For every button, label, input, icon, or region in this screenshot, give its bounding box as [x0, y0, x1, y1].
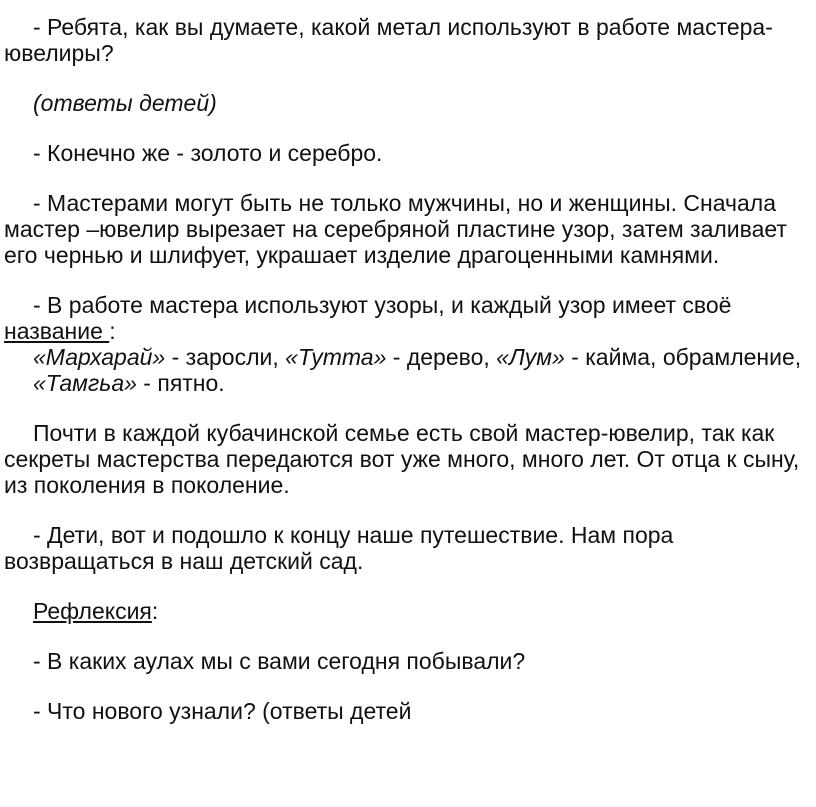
patterns-colon: : — [109, 318, 116, 344]
patterns-name-word: название — [4, 318, 110, 344]
question-villages: - В каких аулах мы с вами сегодня побывали? — [33, 648, 526, 674]
pattern-meaning-tutta: - дерево, — [386, 344, 497, 370]
paragraph-end-journey: - Дети, вот и подошло к концу наше путешествие. Нам пора возвращаться в наш детский сад. — [4, 522, 674, 574]
paragraph-children-answers: (ответы детей) — [33, 90, 217, 116]
question-new-knowledge: - Что нового узнали? (ответы детей — [33, 698, 412, 724]
paragraph-question-metal: - Ребята, как вы думаете, какой метал используют в работе мастера-ювелиры? — [4, 14, 773, 66]
patterns-list-line — [4, 344, 812, 370]
pattern-name-lum: «Лум» — [496, 344, 565, 370]
paragraph-family-jeweler: Почти в каждой кубачинской семье есть свой мастер-ювелир, так как секреты мастерства передаются вот уже много, много лет. От отца к сыну, из поколения в поколение. — [4, 420, 800, 498]
paragraph-gold-silver: - Конечно же - золото и серебро. — [33, 140, 383, 166]
pattern-name-markharai: «Мархарай» — [33, 344, 166, 370]
patterns-intro-text: - В работе мастера используют узоры, и каждый узор имеет своё — [33, 292, 732, 318]
paragraph-patterns — [4, 292, 812, 344]
pattern-meaning-tamga: - пятно. — [136, 370, 225, 396]
reflection-heading — [4, 598, 812, 624]
pattern-tamga-line — [4, 370, 812, 396]
pattern-name-tutta: «Тутта» — [285, 344, 387, 370]
pattern-name-tamga: «Тамгьа» — [33, 370, 137, 396]
pattern-meaning-markharai: - заросли, — [165, 344, 286, 370]
reflection-colon: : — [151, 598, 159, 624]
reflection-label: Рефлексия — [33, 598, 152, 624]
pattern-meaning-lum: - кайма, обрамление, — [564, 344, 802, 370]
paragraph-masters: - Мастерами могут быть не только мужчины, но и женщины. Сначала мастер –ювелир вырезает на серебряной пластине узор, затем заливает его чернью и шлифует, украшает изделие драгоценными камнями. — [4, 190, 787, 268]
document-page — [4, 14, 812, 748]
